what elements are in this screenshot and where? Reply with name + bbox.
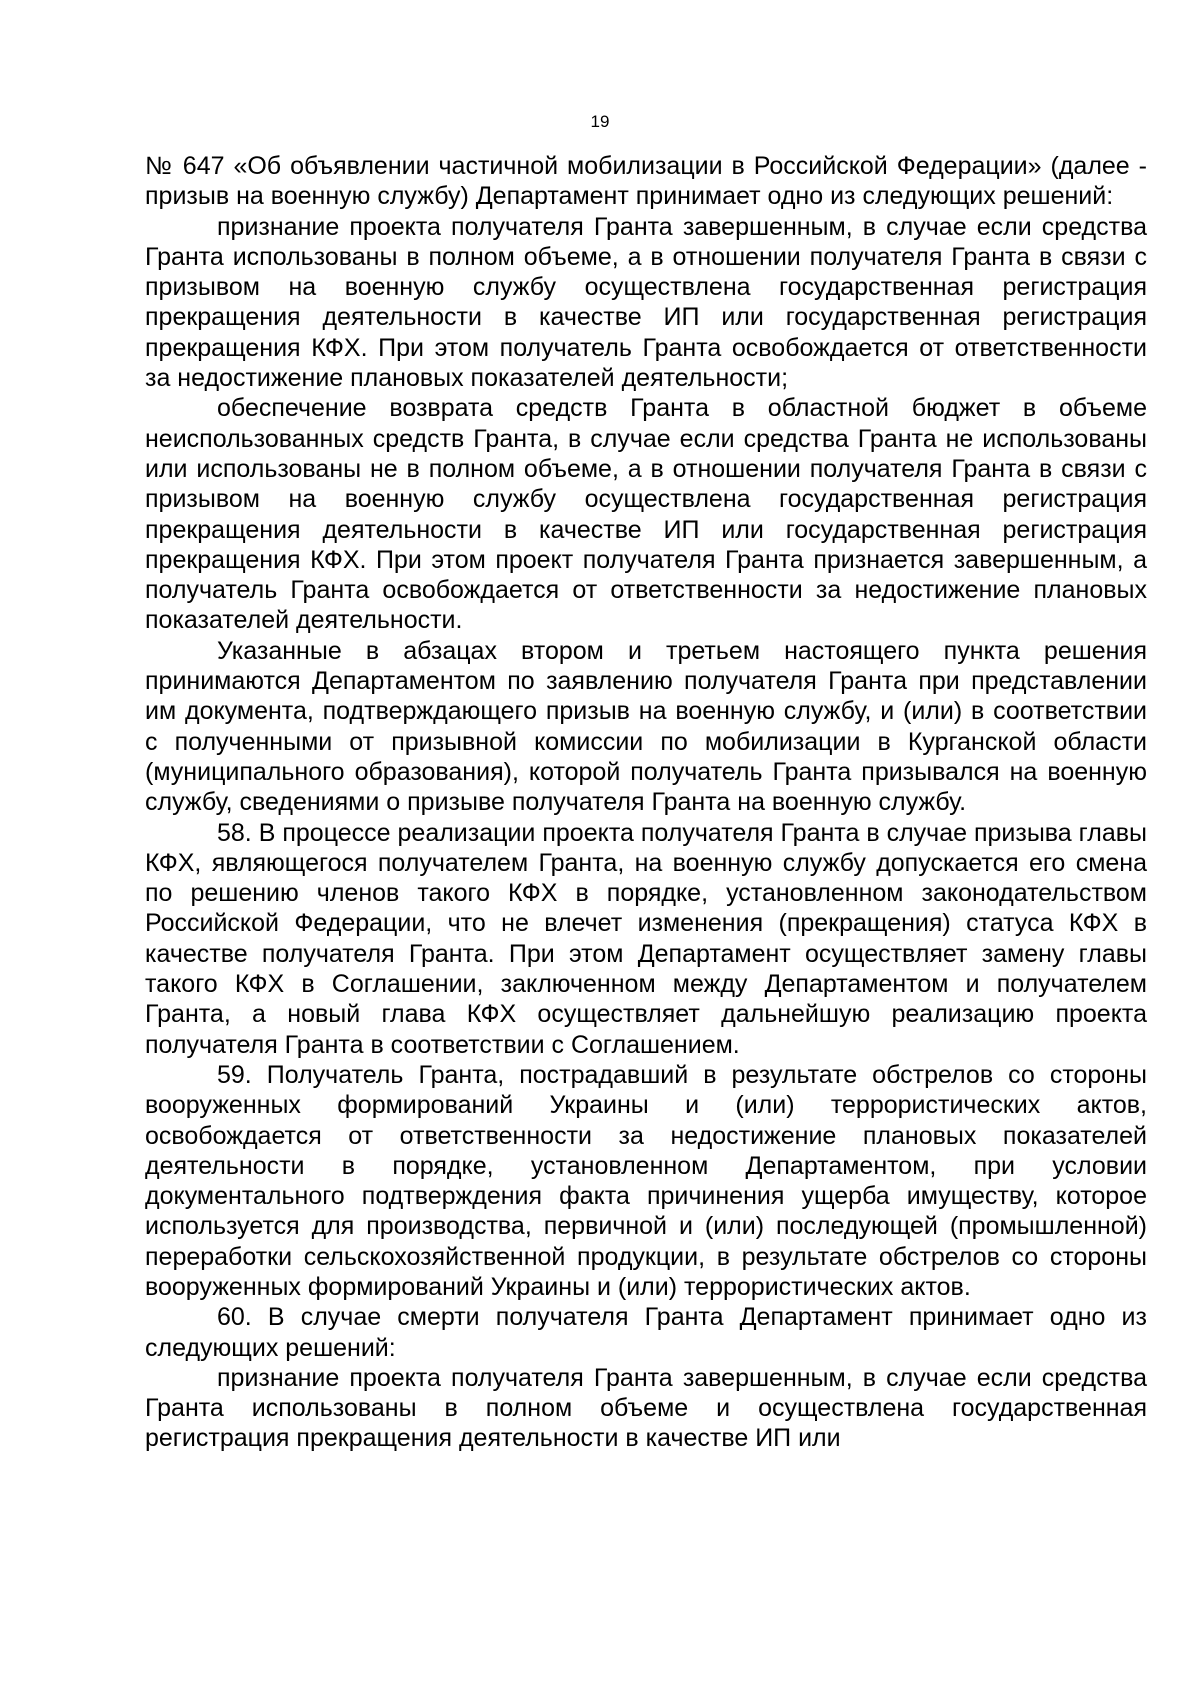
paragraph-decision-basis: Указанные в абзацах втором и третьем настоящего пункта решения принимаются Департаментом по заявлению получателя Гранта при представлении им документа, подтверждающего призыв на военную службу, и (или) в соответствии с полученными от призывной комиссии по мобилизации в Курганской области (муниципального образования), которой получатель Гранта призывался на военную службу, сведениями о призыве получателя Гранта на военную службу. (145, 636, 1147, 817)
document-body (145, 151, 1147, 1454)
paragraph-item-59: 59. Получатель Гранта, пострадавший в результате обстрелов со стороны вооруженных формирований Украины и (или) террористических актов, освобождается от ответственности за недостижение плановых показателей деятельности в порядке, установленном Департаментом, при условии документального подтверждения факта причинения ущерба имуществу, которое используется для производства, первичной и (или) последующей (промышленной) переработки сельскохозяйственной продукции, в результате обстрелов со стороны вооруженных формирований Украины и (или) террористических актов. (145, 1060, 1147, 1301)
paragraph-decision-refund: обеспечение возврата средств Гранта в областной бюджет в объеме неиспользованных средств Гранта, в случае если средства Гранта не использованы или использованы не в полном объеме, а в отношении получателя Гранта в связи с призывом на военную службу осуществлена государственная регистрация прекращения деятельности в качестве ИП или государственная регистрация прекращения КФХ. При этом проект получателя Гранта признается завершенным, а получатель Гранта освобождается от ответственности за недостижение плановых показателей деятельности. (145, 394, 1147, 635)
page-number: 19 (590, 112, 610, 131)
paragraph-item-58: 58. В процессе реализации проекта получателя Гранта в случае призыва главы КФХ, являющегося получателем Гранта, на военную службу допускается его смена по решению членов такого КФХ в порядке, установленном законодательством Российской Федерации, что не влечет изменения (прекращения) статуса КФХ в качестве получателя Гранта. При этом Департамент осуществляет замену главы такого КФХ в Соглашении, заключенном между Департаментом и получателем Гранта, а новый глава КФХ осуществляет дальнейшую реализацию проекта получателя Гранта в соответствии с Соглашением. (145, 818, 1147, 1059)
paragraph-continuation-decree: № 647 «Об объявлении частичной мобилизации в Российской Федерации» (далее - призыв на военную службу) Департамент принимает одно из следующих решений: (145, 152, 1147, 211)
paragraph-decision-project-completed: признание проекта получателя Гранта завершенным, в случае если средства Гранта использованы в полном объеме, а в отношении получателя Гранта в связи с призывом на военную службу осуществлена государственная регистрация прекращения деятельности в качестве ИП или государственная регистрация прекращения КФХ. При этом получатель Гранта освобождается от ответственности за недостижение плановых показателей деятельности; (145, 212, 1147, 393)
paragraph-decision-death-completed: признание проекта получателя Гранта завершенным, в случае если средства Гранта использованы в полном объеме и осуществлена государственная регистрация прекращения деятельности в качестве ИП или (145, 1363, 1147, 1453)
paragraph-item-60: 60. В случае смерти получателя Гранта Департамент принимает одно из следующих решений: (145, 1303, 1147, 1362)
